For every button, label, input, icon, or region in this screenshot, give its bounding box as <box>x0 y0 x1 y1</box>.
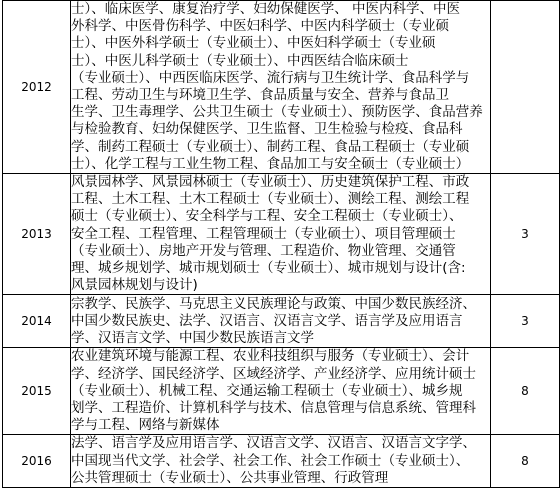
majors-line: 理、城乡规划学、城市规划硕士（专业硕士）、城市规划与设计(含: <box>71 260 466 277</box>
majors-line: （专业硕士）、中西医临床医学、流行病与卫生统计学、食品科学与 <box>71 69 470 86</box>
table-body <box>3 1 560 488</box>
majors-line: 宗教学、民族学、马克思主义民族理论与政策、中国少数民族经济、 <box>71 295 476 312</box>
majors-line: （专业硕士）、房地产开发与管理、工程造价、物业管理、交通管 <box>71 242 456 259</box>
majors-cell <box>71 295 491 348</box>
majors-line: 工程、土木工程、土木工程硕士（专业硕士）、测绘工程、测绘工程 <box>71 191 470 208</box>
majors-line: 划学、工程造价、计算机科学与技术、信息管理与信息系统、管理科 <box>71 400 476 417</box>
table-row <box>3 174 560 295</box>
majors-line: 士）、中医儿科学硕士（专业硕士）、中西医结合临床硕士 <box>71 52 409 69</box>
majors-cell <box>71 174 491 295</box>
majors-line: （专业硕士）、机械工程、交通运输工程硕士（专业硕士）、城乡规 <box>71 382 463 399</box>
year-cell: 2016 <box>3 435 71 488</box>
count-cell: 8 <box>491 435 560 488</box>
majors-cell <box>71 348 491 435</box>
count-cell: 3 <box>491 174 560 295</box>
table-row <box>3 1 560 174</box>
year-cell: 2014 <box>3 295 71 348</box>
majors-line: 士）、中医外科学硕士（专业硕士）、中医妇科学硕士（专业硕 <box>71 35 436 52</box>
majors-line: 学、制药工程硕士（专业硕士）、制药工程、食品工程硕士（专业硕 <box>71 138 470 155</box>
majors-line: 士）、化学工程与工业生物工程、食品加工与安全硕士（专业硕士） <box>71 155 470 172</box>
majors-line: 生学、卫生毒理学、公共卫生硕士（专业硕士）、预防医学、食品营养 <box>71 104 483 121</box>
majors-line: 公共管理硕士（专业硕士）、公共事业管理、行政管理 <box>71 469 389 486</box>
majors-line: 中国现当代文学、社会学、社会工作、社会工作硕士（专业硕士）、 <box>71 452 470 469</box>
majors-line: 外科学、中医骨伤科学、中医妇科学、中医内科学硕士（专业硕 <box>71 18 449 35</box>
table-row <box>3 295 560 348</box>
majors-line: 中国少数民族史、法学、汉语言、汉语言文学、语言学及应用语言 <box>71 312 463 329</box>
majors-line: 工程、劳动卫生与环境卫生学、食品质量与安全、营养与食品卫 <box>71 87 449 104</box>
subjects-table <box>2 0 560 488</box>
majors-line: 学、经济学、国民经济学、区域经济学、产业经济学、应用统计硕士 <box>71 365 476 382</box>
majors-cell <box>71 435 491 488</box>
majors-line: 士）、临床医学、康复治疗学、妇幼保健医学、 中医内科学、中医 <box>71 1 461 17</box>
majors-line: 学、汉语言文学、中国少数民族语言文学 <box>71 330 314 347</box>
majors-line: 学与工程、网络与新媒体 <box>71 417 220 434</box>
year-cell: 2013 <box>3 174 71 295</box>
count-cell: 3 <box>491 295 560 348</box>
majors-line: 硕士（专业硕士）、安全科学与工程、安全工程硕士（专业硕士）、 <box>71 208 463 225</box>
count-cell <box>491 1 560 174</box>
year-cell: 2015 <box>3 348 71 435</box>
majors-line: 法学、语言学及应用语言学、汉语言文学、汉语言、汉语言文字学、 <box>71 435 476 452</box>
table-row <box>3 435 560 488</box>
table-row <box>3 348 560 435</box>
majors-cell <box>71 1 491 174</box>
majors-line: 安全工程、工程管理、工程管理硕士（专业硕士）、项目管理硕士 <box>71 225 456 242</box>
majors-line: 与检验教育、妇幼保健医学、卫生监督、卫生检验与检疫、食品科 <box>71 121 463 138</box>
count-cell: 8 <box>491 348 560 435</box>
majors-line: 农业建筑环境与能源工程、农业科技组织与服务（专业硕士）、会计 <box>71 348 470 365</box>
majors-line: 风景园林学、风景园林硕士（专业硕士）、历史建筑保护工程、市政 <box>71 174 470 191</box>
year-cell: 2012 <box>3 1 71 174</box>
majors-line: 风景园林规划与设计) <box>71 277 198 294</box>
